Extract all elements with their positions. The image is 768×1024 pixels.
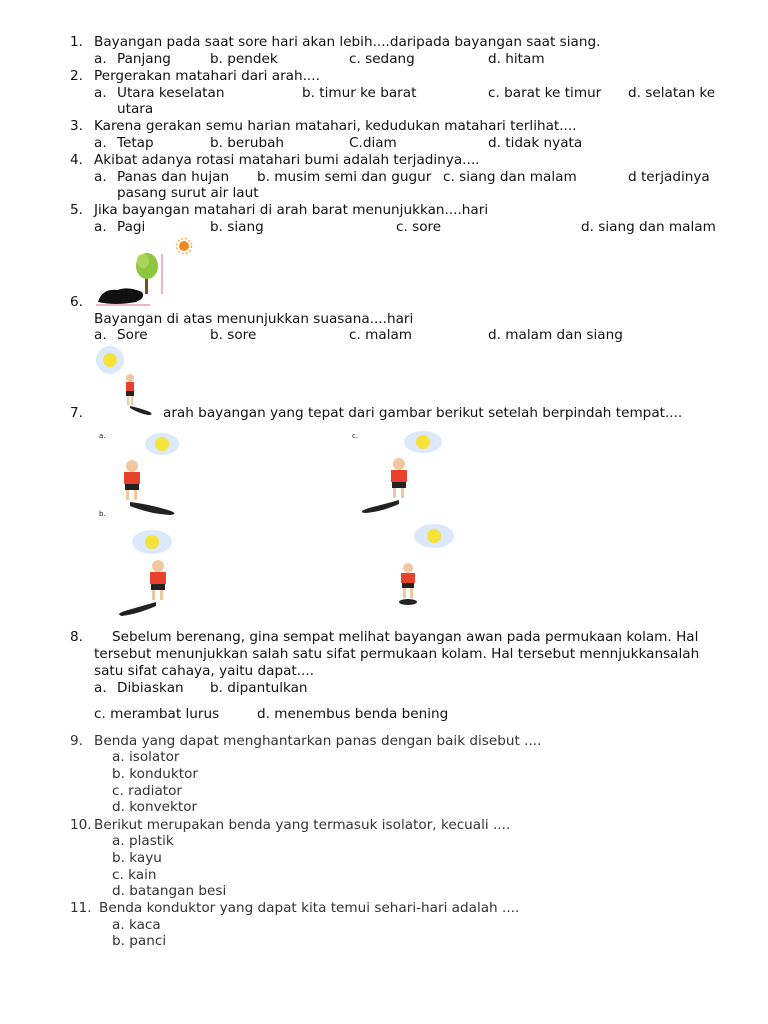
question-number: 10. — [70, 817, 92, 833]
question-number: 7. — [70, 405, 83, 421]
question-text: Pergerakan matahari dari arah.... — [94, 68, 320, 84]
option-a: Tetap — [117, 135, 154, 151]
question-number: 8. — [70, 629, 83, 645]
option-letter: a. — [94, 51, 107, 67]
question-number: 3. — [70, 118, 83, 134]
option-a: Sore — [117, 327, 148, 343]
sun-icon — [177, 239, 192, 254]
question-number: 9. — [70, 733, 83, 749]
option-letter: a. — [94, 169, 107, 185]
option-d: d. tidak nyata — [488, 135, 583, 151]
option-c: c. malam — [349, 327, 413, 343]
tree-shadow-illustration — [92, 236, 202, 308]
option-b: b. musim semi dan gugur — [257, 169, 432, 185]
boy-figure — [401, 563, 415, 598]
option-a: Utara keselatan — [117, 85, 225, 101]
option-d-illustration — [392, 522, 462, 610]
question-number: 6. — [70, 294, 83, 310]
option-a: a. kaca — [112, 917, 161, 933]
option-label-a: a. — [99, 432, 106, 440]
option-d: d. hitam — [488, 51, 545, 67]
option-b: b. berubah — [210, 135, 285, 151]
question-text-line: tersebut menunjukkan salah satu sifat permukaan kolam. Hal tersebut mennjukkansalah — [94, 646, 700, 662]
question-text: Bayangan pada saat sore hari akan lebih....daripada bayangan saat siang. — [94, 34, 601, 50]
option-b: b. sore — [210, 327, 257, 343]
option-a: a. plastik — [112, 833, 174, 849]
option-letter: a. — [94, 219, 107, 235]
option-letter: a. — [94, 85, 107, 101]
option-c: c. sore — [396, 219, 442, 235]
boy-sun-illustration — [94, 344, 158, 418]
shadow-shape — [98, 288, 143, 304]
question-text: arah bayangan yang tepat dari gambar berikut setelah berpindah tempat.... — [163, 405, 683, 421]
option-label-b: b. — [99, 510, 106, 518]
sun-icon — [132, 530, 172, 554]
boy-figure — [150, 560, 166, 600]
option-c: c. siang dan malam — [443, 169, 577, 185]
boy-figure — [126, 374, 134, 405]
option-c: c. kain — [112, 867, 157, 883]
question-text: Karena gerakan semu harian matahari, kedudukan matahari terlihat.... — [94, 118, 577, 134]
option-b-illustration — [108, 526, 190, 618]
question-text: Bayangan di atas menunjukkan suasana....hari — [94, 311, 414, 327]
question-text: Benda konduktor yang dapat kita temui sehari-hari adalah .... — [99, 900, 520, 916]
sun-icon — [414, 524, 454, 548]
option-letter: a. — [94, 327, 107, 343]
sun-icon — [145, 433, 179, 455]
option-b: b. kayu — [112, 850, 162, 866]
option-b: b. siang — [210, 219, 264, 235]
option-letter: a. — [94, 135, 107, 151]
option-a: Panas dan hujan — [117, 169, 230, 185]
option-b: b. konduktor — [112, 766, 198, 782]
tree-icon — [136, 253, 158, 294]
option-b: b. pendek — [210, 51, 278, 67]
question-text: Akibat adanya rotasi matahari bumi adalah terjadinya.... — [94, 152, 480, 168]
question-number: 5. — [70, 202, 83, 218]
option-a-illustration — [108, 430, 186, 516]
option-a: Pagi — [117, 219, 146, 235]
option-b: b. dipantulkan — [210, 680, 308, 696]
shadow-shape — [362, 500, 399, 513]
question-number: 1. — [70, 34, 83, 50]
option-letter: a. — [94, 680, 107, 696]
shadow-shape — [119, 602, 156, 616]
question-text-line: satu sifat cahaya, yaitu dapat.... — [94, 663, 315, 679]
option-continuation: utara — [117, 101, 154, 117]
option-d: d. batangan besi — [112, 883, 227, 899]
option-c: c. merambat lurus — [94, 706, 220, 722]
option-c-illustration — [355, 428, 447, 516]
shadow-shape — [130, 502, 175, 515]
shadow-shape — [130, 406, 152, 415]
shadow-shape — [399, 599, 417, 605]
option-d: d. menembus benda bening — [257, 706, 449, 722]
option-b: b. panci — [112, 933, 167, 949]
option-a: a. isolator — [112, 749, 180, 765]
question-text: Jika bayangan matahari di arah barat menunjukkan....hari — [94, 202, 489, 218]
option-d: d. selatan ke — [628, 85, 716, 101]
question-text: Berikut merupakan benda yang termasuk isolator, kecuali .... — [94, 817, 511, 833]
option-label-c: c. — [352, 432, 359, 440]
question-number: 4. — [70, 152, 83, 168]
option-c: c. barat ke timur — [488, 85, 602, 101]
question-number: 2. — [70, 68, 83, 84]
option-d: d terjadinya — [628, 169, 710, 185]
option-d: d. malam dan siang — [488, 327, 623, 343]
question-text-line: Sebelum berenang, gina sempat melihat bayangan awan pada permukaan kolam. Hal — [112, 629, 699, 645]
sun-icon — [96, 346, 124, 374]
boy-figure — [124, 460, 140, 500]
option-d: d. konvektor — [112, 799, 198, 815]
boy-figure — [391, 458, 407, 498]
question-number: 11. — [70, 900, 92, 916]
sun-icon — [404, 431, 442, 453]
option-d: d. siang dan malam — [581, 219, 716, 235]
option-c: c. sedang — [349, 51, 415, 67]
option-a: Dibiaskan — [117, 680, 184, 696]
option-c: c. radiator — [112, 783, 183, 799]
option-a: Panjang — [117, 51, 171, 67]
option-continuation: pasang surut air laut — [117, 185, 259, 201]
option-b: b. timur ke barat — [302, 85, 417, 101]
question-text: Benda yang dapat menghantarkan panas dengan baik disebut .... — [94, 733, 542, 749]
option-c: C.diam — [349, 135, 397, 151]
